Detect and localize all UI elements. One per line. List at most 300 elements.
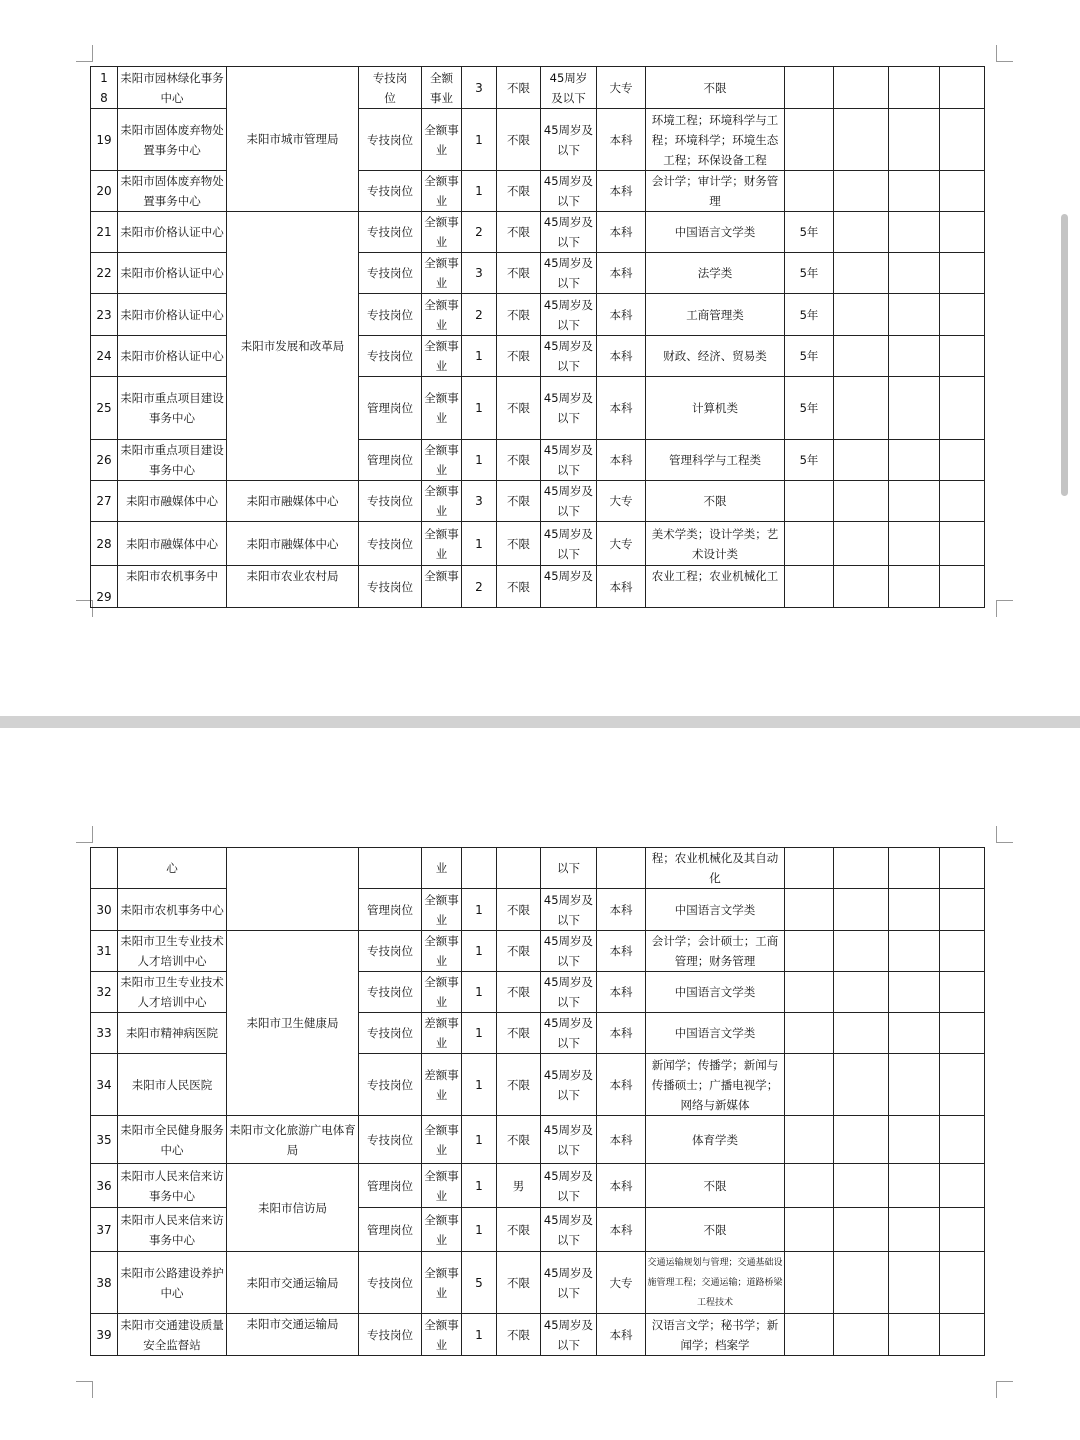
- hire-count: 1: [462, 1116, 497, 1164]
- empty-cell: [889, 336, 940, 377]
- row-number: 19: [91, 109, 118, 171]
- table-row: [91, 522, 985, 566]
- experience-requirement: [785, 972, 834, 1013]
- table-row: [91, 67, 985, 109]
- row-number: 32: [91, 972, 118, 1013]
- gender-requirement: 不限: [497, 889, 541, 931]
- experience-requirement: [785, 1314, 834, 1356]
- major-requirement: 计算机类: [646, 377, 785, 440]
- table-row: [91, 336, 985, 377]
- education-requirement: 本科: [597, 931, 646, 972]
- experience-requirement: [785, 522, 834, 566]
- employer-unit: 耒阳市固体废弃物处置事务中心: [118, 109, 227, 171]
- document-page-1: [0, 0, 1080, 716]
- empty-cell: [834, 889, 889, 931]
- major-requirement: 体育学类: [646, 1116, 785, 1164]
- gender-requirement: 不限: [497, 336, 541, 377]
- hire-count: 1: [462, 171, 497, 212]
- empty-cell: [834, 1116, 889, 1164]
- experience-requirement: 5年: [785, 440, 834, 481]
- empty-cell: [940, 1252, 985, 1314]
- major-requirement: 工商管理类: [646, 294, 785, 336]
- empty-cell: [889, 522, 940, 566]
- post-type: 专技岗位: [359, 931, 422, 972]
- employer-unit: 耒阳市人民来信来访事务中心: [118, 1208, 227, 1252]
- empty-cell: [834, 1252, 889, 1314]
- experience-requirement: [785, 171, 834, 212]
- recruitment-table-page-2: [90, 847, 985, 1356]
- experience-requirement: [785, 566, 834, 608]
- hire-count: 1: [462, 1164, 497, 1208]
- hire-count: 1: [462, 109, 497, 171]
- empty-cell: [889, 212, 940, 253]
- empty-cell: [834, 1013, 889, 1054]
- gender-requirement: 男: [497, 1164, 541, 1208]
- employer-unit: 耒阳市价格认证中心: [118, 212, 227, 253]
- hire-count: 1: [462, 1013, 497, 1054]
- gender-requirement: 不限: [497, 481, 541, 522]
- hire-count: 1: [462, 377, 497, 440]
- empty-cell: [940, 1314, 985, 1356]
- empty-cell: [834, 294, 889, 336]
- empty-cell: [940, 1054, 985, 1116]
- age-requirement: 45周岁 及以下: [541, 67, 597, 109]
- table-row: [91, 171, 985, 212]
- experience-requirement: [785, 481, 834, 522]
- funding-type: 差额事业: [422, 1054, 462, 1116]
- empty-cell: [940, 1208, 985, 1252]
- age-requirement: 45周岁及以下: [541, 522, 597, 566]
- education-requirement: 本科: [597, 212, 646, 253]
- table-row: [91, 294, 985, 336]
- major-requirement: 中国语言文学类: [646, 1013, 785, 1054]
- table-row: [91, 1252, 985, 1314]
- gender-requirement: 不限: [497, 253, 541, 294]
- table-row: [91, 1116, 985, 1164]
- empty-cell: [940, 294, 985, 336]
- gender-requirement: 不限: [497, 566, 541, 608]
- table-row: [91, 889, 985, 931]
- table-row: [91, 253, 985, 294]
- education-requirement: 本科: [597, 171, 646, 212]
- row-number: 39: [91, 1314, 118, 1356]
- department: 耒阳市融媒体中心: [227, 481, 359, 522]
- age-requirement: 45周岁及以下: [541, 1252, 597, 1314]
- hire-count: 1: [462, 336, 497, 377]
- funding-type: 全额事业: [422, 522, 462, 566]
- hire-count: 1: [462, 1208, 497, 1252]
- funding-type: 全额事业: [422, 253, 462, 294]
- employer-unit: 耒阳市园林绿化事务中心: [118, 67, 227, 109]
- gender-requirement: 不限: [497, 1054, 541, 1116]
- gender-requirement: 不限: [497, 931, 541, 972]
- education-requirement: 本科: [597, 336, 646, 377]
- age-requirement: 45周岁及以下: [541, 1208, 597, 1252]
- empty-cell: [940, 566, 985, 608]
- employer-unit: 耒阳市重点项目建设事务中心: [118, 440, 227, 481]
- department: 耒阳市文化旅游广电体育局: [227, 1116, 359, 1164]
- hire-count: 1: [462, 1314, 497, 1356]
- post-type: 专技岗位: [359, 566, 422, 608]
- empty-cell: [834, 931, 889, 972]
- gender-requirement: 不限: [497, 1208, 541, 1252]
- page-corner-mark: [996, 826, 1013, 843]
- row-number: 20: [91, 171, 118, 212]
- table-row: [91, 440, 985, 481]
- row-number: 29: [91, 566, 118, 608]
- age-requirement: 45周岁及以下: [541, 171, 597, 212]
- experience-requirement: 5年: [785, 336, 834, 377]
- table-row: [91, 1164, 985, 1208]
- major-requirement: 新闻学；传播学；新闻与传播硕士；广播电视学；网络与新媒体: [646, 1054, 785, 1116]
- education-requirement: 本科: [597, 294, 646, 336]
- hire-count: 1: [462, 931, 497, 972]
- hire-count: 1: [462, 889, 497, 931]
- department: 耒阳市卫生健康局: [227, 931, 359, 1116]
- experience-requirement: 5年: [785, 212, 834, 253]
- empty-cell: [889, 889, 940, 931]
- row-number: 33: [91, 1013, 118, 1054]
- funding-type: 全额事业: [422, 1252, 462, 1314]
- age-requirement: 45周岁及以下: [541, 481, 597, 522]
- major-requirement: 不限: [646, 67, 785, 109]
- table-row: [91, 1013, 985, 1054]
- hire-count: 2: [462, 566, 497, 608]
- empty-cell: [889, 1013, 940, 1054]
- empty-cell: [834, 848, 889, 889]
- empty-cell: [889, 1164, 940, 1208]
- age-requirement: 45周岁及以下: [541, 1314, 597, 1356]
- major-requirement: 中国语言文学类: [646, 972, 785, 1013]
- age-requirement: 45周岁及以下: [541, 972, 597, 1013]
- employer-unit: 耒阳市价格认证中心: [118, 253, 227, 294]
- empty-cell: [940, 931, 985, 972]
- major-requirement: 美术学类；设计学类；艺术设计类: [646, 522, 785, 566]
- education-requirement: [597, 848, 646, 889]
- age-requirement: 45周岁及以下: [541, 1164, 597, 1208]
- row-number: 30: [91, 889, 118, 931]
- post-type: 专技岗 位: [359, 67, 422, 109]
- age-requirement: 45周岁及以下: [541, 109, 597, 171]
- funding-type: 全额事业: [422, 931, 462, 972]
- post-type: [359, 848, 422, 889]
- row-number: 28: [91, 522, 118, 566]
- empty-cell: [940, 336, 985, 377]
- post-type: 专技岗位: [359, 253, 422, 294]
- post-type: 专技岗位: [359, 481, 422, 522]
- major-requirement: 环境工程；环境科学与工程；环境科学；环境生态工程；环保设备工程: [646, 109, 785, 171]
- empty-cell: [834, 212, 889, 253]
- empty-cell: [940, 171, 985, 212]
- education-requirement: 本科: [597, 1013, 646, 1054]
- post-type: 专技岗位: [359, 212, 422, 253]
- education-requirement: 本科: [597, 972, 646, 1013]
- empty-cell: [834, 253, 889, 294]
- row-number: 37: [91, 1208, 118, 1252]
- empty-cell: [940, 522, 985, 566]
- funding-type: 全额事业: [422, 212, 462, 253]
- major-requirement: 不限: [646, 481, 785, 522]
- page-corner-mark: [76, 826, 93, 843]
- empty-cell: [940, 889, 985, 931]
- table-row: [91, 1208, 985, 1252]
- education-requirement: 本科: [597, 889, 646, 931]
- empty-cell: [834, 67, 889, 109]
- gender-requirement: 不限: [497, 377, 541, 440]
- major-requirement: 中国语言文学类: [646, 889, 785, 931]
- empty-cell: [889, 1314, 940, 1356]
- empty-cell: [889, 1252, 940, 1314]
- table-row: [91, 1314, 985, 1356]
- employer-unit: 耒阳市重点项目建设事务中心: [118, 377, 227, 440]
- empty-cell: [940, 972, 985, 1013]
- gender-requirement: 不限: [497, 1013, 541, 1054]
- major-requirement: 交通运输规划与管理；交通基础设施管理工程；交通运输；道路桥梁工程技术: [646, 1252, 785, 1314]
- table-row: [91, 931, 985, 972]
- document-page-2: [0, 728, 1080, 1440]
- row-number: 35: [91, 1116, 118, 1164]
- age-requirement: 45周岁及以下: [541, 294, 597, 336]
- gender-requirement: [497, 848, 541, 889]
- empty-cell: [889, 1116, 940, 1164]
- page-corner-mark: [76, 45, 93, 62]
- education-requirement: 本科: [597, 253, 646, 294]
- employer-unit: 耒阳市交通建设质量安全监督站: [118, 1314, 227, 1356]
- funding-type: 全额事业: [422, 171, 462, 212]
- employer-unit: 耒阳市人民来信来访事务中心: [118, 1164, 227, 1208]
- experience-requirement: [785, 1116, 834, 1164]
- funding-type: 全额事业: [422, 1208, 462, 1252]
- employer-unit: 耒阳市价格认证中心: [118, 294, 227, 336]
- hire-count: 3: [462, 481, 497, 522]
- funding-type: 全额事业: [422, 889, 462, 931]
- page-separator: [0, 716, 1080, 728]
- funding-type: 全额事业: [422, 377, 462, 440]
- education-requirement: 本科: [597, 1116, 646, 1164]
- post-type: 专技岗位: [359, 972, 422, 1013]
- education-requirement: 本科: [597, 440, 646, 481]
- age-requirement: 45周岁及以下: [541, 1054, 597, 1116]
- empty-cell: [834, 1314, 889, 1356]
- experience-requirement: 5年: [785, 294, 834, 336]
- empty-cell: [940, 253, 985, 294]
- post-type: 专技岗位: [359, 1054, 422, 1116]
- hire-count: 3: [462, 67, 497, 109]
- employer-unit: 耒阳市全民健身服务中心: [118, 1116, 227, 1164]
- empty-cell: [834, 377, 889, 440]
- row-number: 25: [91, 377, 118, 440]
- row-number: 38: [91, 1252, 118, 1314]
- empty-cell: [940, 1116, 985, 1164]
- hire-count: 1: [462, 1054, 497, 1116]
- table-row: [91, 1054, 985, 1116]
- empty-cell: [940, 67, 985, 109]
- experience-requirement: [785, 67, 834, 109]
- department: 耒阳市交通运输局: [227, 1252, 359, 1314]
- row-number: [91, 848, 118, 889]
- row-number: 24: [91, 336, 118, 377]
- department: [227, 848, 359, 931]
- funding-type: 全额事: [422, 566, 462, 608]
- table-row: [91, 566, 985, 608]
- experience-requirement: [785, 848, 834, 889]
- experience-requirement: [785, 931, 834, 972]
- employer-unit: 耒阳市固体废弃物处置事务中心: [118, 171, 227, 212]
- post-type: 管理岗位: [359, 889, 422, 931]
- post-type: 专技岗位: [359, 1252, 422, 1314]
- empty-cell: [889, 972, 940, 1013]
- major-requirement: 汉语言文学；秘书学；新闻学；档案学: [646, 1314, 785, 1356]
- employer-unit: 耒阳市价格认证中心: [118, 336, 227, 377]
- major-requirement: 会计学；会计硕士；工商管理；财务管理: [646, 931, 785, 972]
- department: 耒阳市信访局: [227, 1164, 359, 1252]
- education-requirement: 本科: [597, 1208, 646, 1252]
- funding-type: 全额事业: [422, 336, 462, 377]
- funding-type: 全额事业: [422, 440, 462, 481]
- post-type: 管理岗位: [359, 1208, 422, 1252]
- major-requirement: 管理科学与工程类: [646, 440, 785, 481]
- funding-type: 全额事业: [422, 481, 462, 522]
- experience-requirement: [785, 1013, 834, 1054]
- empty-cell: [834, 171, 889, 212]
- experience-requirement: [785, 889, 834, 931]
- employer-unit: 耒阳市融媒体中心: [118, 522, 227, 566]
- gender-requirement: 不限: [497, 171, 541, 212]
- post-type: 专技岗位: [359, 1314, 422, 1356]
- table-row: [91, 212, 985, 253]
- hire-count: 2: [462, 212, 497, 253]
- department: 耒阳市农业农村局: [227, 566, 359, 608]
- major-requirement: 程；农业机械化及其自动化: [646, 848, 785, 889]
- employer-unit: 耒阳市精神病医院: [118, 1013, 227, 1054]
- hire-count: 1: [462, 522, 497, 566]
- major-requirement: 中国语言文学类: [646, 212, 785, 253]
- hire-count: 1: [462, 972, 497, 1013]
- gender-requirement: 不限: [497, 1252, 541, 1314]
- funding-type: 全额事业: [422, 1116, 462, 1164]
- education-requirement: 本科: [597, 377, 646, 440]
- gender-requirement: 不限: [497, 440, 541, 481]
- row-number: 27: [91, 481, 118, 522]
- employer-unit: 耒阳市农机事务中: [118, 566, 227, 608]
- empty-cell: [889, 377, 940, 440]
- age-requirement: 45周岁及以下: [541, 931, 597, 972]
- age-requirement: 45周岁及以下: [541, 889, 597, 931]
- major-requirement: 不限: [646, 1208, 785, 1252]
- empty-cell: [940, 212, 985, 253]
- empty-cell: [940, 440, 985, 481]
- age-requirement: 45周岁及: [541, 566, 597, 608]
- table-row: [91, 481, 985, 522]
- gender-requirement: 不限: [497, 1314, 541, 1356]
- empty-cell: [834, 109, 889, 171]
- row-number: 22: [91, 253, 118, 294]
- gender-requirement: 不限: [497, 67, 541, 109]
- age-requirement: 45周岁及以下: [541, 377, 597, 440]
- employer-unit: 耒阳市人民医院: [118, 1054, 227, 1116]
- employer-unit: 耒阳市卫生专业技术人才培训中心: [118, 972, 227, 1013]
- empty-cell: [940, 377, 985, 440]
- empty-cell: [889, 481, 940, 522]
- empty-cell: [834, 440, 889, 481]
- education-requirement: 大专: [597, 522, 646, 566]
- department: 耒阳市城市管理局: [227, 67, 359, 212]
- recruitment-table-page-1: [90, 66, 985, 608]
- empty-cell: [834, 481, 889, 522]
- age-requirement: 45周岁及以下: [541, 212, 597, 253]
- employer-unit: 耒阳市融媒体中心: [118, 481, 227, 522]
- empty-cell: [889, 848, 940, 889]
- empty-cell: [834, 336, 889, 377]
- row-number: 1 8: [91, 67, 118, 109]
- education-requirement: 本科: [597, 109, 646, 171]
- hire-count: 5: [462, 1252, 497, 1314]
- education-requirement: 本科: [597, 1314, 646, 1356]
- hire-count: [462, 848, 497, 889]
- funding-type: 全额事业: [422, 294, 462, 336]
- funding-type: 业: [422, 848, 462, 889]
- post-type: 管理岗位: [359, 377, 422, 440]
- row-number: 36: [91, 1164, 118, 1208]
- employer-unit: 耒阳市公路建设养护中心: [118, 1252, 227, 1314]
- empty-cell: [889, 566, 940, 608]
- education-requirement: 本科: [597, 1164, 646, 1208]
- empty-cell: [889, 67, 940, 109]
- education-requirement: 大专: [597, 481, 646, 522]
- education-requirement: 大专: [597, 1252, 646, 1314]
- post-type: 管理岗位: [359, 440, 422, 481]
- post-type: 专技岗位: [359, 1013, 422, 1054]
- page-corner-mark: [996, 45, 1013, 62]
- major-requirement: 不限: [646, 1164, 785, 1208]
- empty-cell: [889, 109, 940, 171]
- department: 耒阳市交通运输局: [227, 1314, 359, 1356]
- empty-cell: [940, 1013, 985, 1054]
- empty-cell: [889, 1054, 940, 1116]
- empty-cell: [834, 1164, 889, 1208]
- major-requirement: 法学类: [646, 253, 785, 294]
- funding-type: 全额事业: [422, 1164, 462, 1208]
- page-corner-mark: [996, 600, 1013, 617]
- hire-count: 1: [462, 440, 497, 481]
- post-type: 管理岗位: [359, 1164, 422, 1208]
- row-number: 31: [91, 931, 118, 972]
- table-row: [91, 972, 985, 1013]
- experience-requirement: [785, 109, 834, 171]
- age-requirement: 以下: [541, 848, 597, 889]
- major-requirement: 农业工程；农业机械化工: [646, 566, 785, 608]
- hire-count: 2: [462, 294, 497, 336]
- hire-count: 3: [462, 253, 497, 294]
- experience-requirement: [785, 1054, 834, 1116]
- experience-requirement: [785, 1164, 834, 1208]
- experience-requirement: [785, 1252, 834, 1314]
- empty-cell: [834, 972, 889, 1013]
- post-type: 专技岗位: [359, 522, 422, 566]
- gender-requirement: 不限: [497, 294, 541, 336]
- table-row: [91, 848, 985, 889]
- empty-cell: [889, 1208, 940, 1252]
- age-requirement: 45周岁及以下: [541, 253, 597, 294]
- empty-cell: [834, 1054, 889, 1116]
- vertical-scrollbar[interactable]: [1061, 214, 1068, 496]
- funding-type: 全额 事业: [422, 67, 462, 109]
- empty-cell: [940, 481, 985, 522]
- experience-requirement: [785, 1208, 834, 1252]
- gender-requirement: 不限: [497, 972, 541, 1013]
- age-requirement: 45周岁及以下: [541, 440, 597, 481]
- experience-requirement: 5年: [785, 253, 834, 294]
